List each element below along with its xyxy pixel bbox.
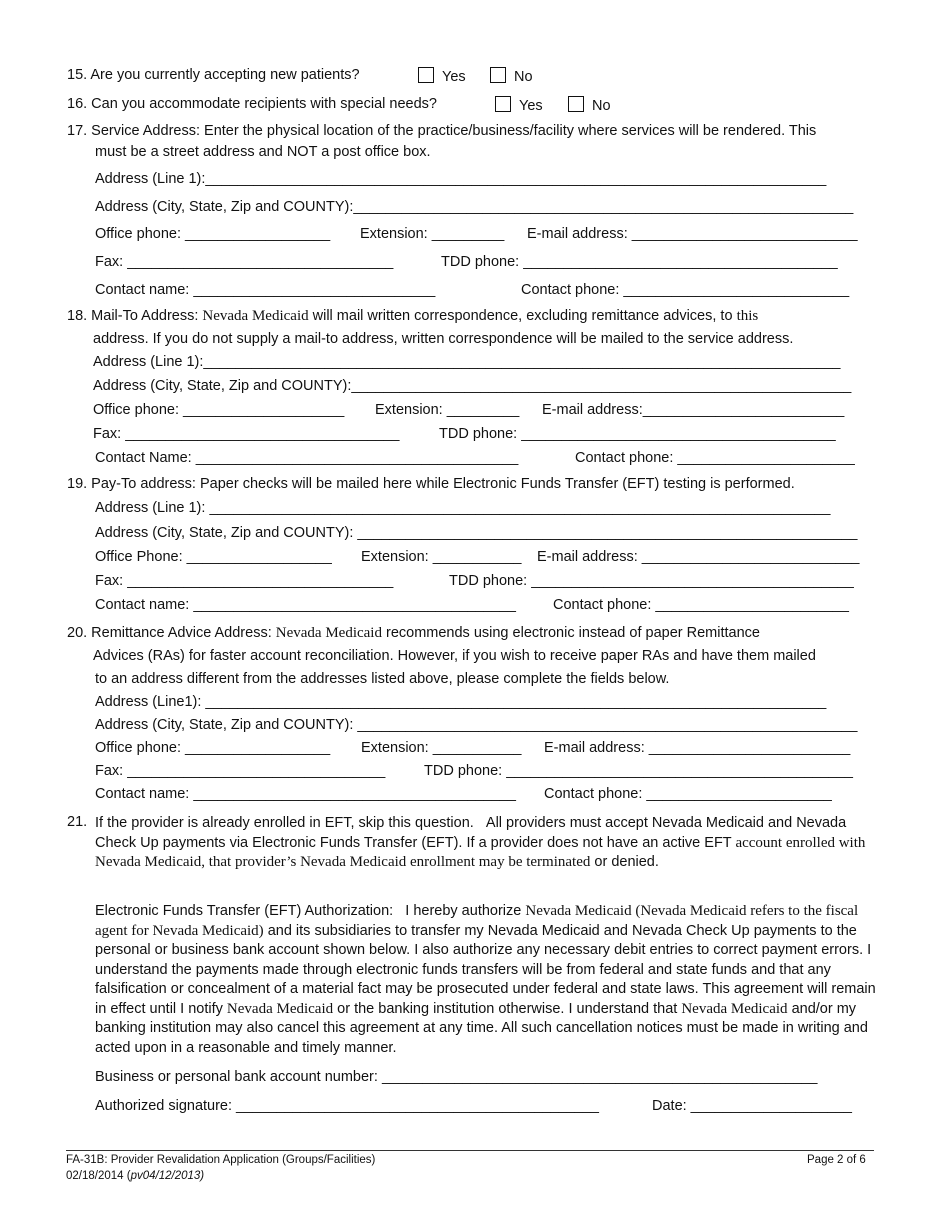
q21-p1c: or denied. [594,854,659,870]
q18-heading: 18. Mail-To Address: [67,308,199,324]
q20-heading-line [67,625,760,642]
q18-desc1: will mail written correspondence, excluding remittance advices, to [312,308,733,324]
footer-form-name: FA-31B: Provider Revalidation Application (Groups/Facilities) [66,1154,376,1166]
q21-auth2: Nevada Medicaid (Nevada Medicaid refers to the fiscal agent for Nevada Medicaid) [95,903,859,939]
q17-email-field[interactable]: E-mail address: ____________________________ [527,226,858,242]
q16-no-checkbox[interactable] [568,96,584,112]
signature-date-field[interactable]: Date: ____________________ [652,1098,852,1114]
q19-desc: Paper checks will be mailed here while Electronic Funds Transfer (EFT) testing is performed. [200,476,795,492]
q16-yes-checkbox[interactable] [495,96,511,112]
q20-extension-field[interactable]: Extension: ___________ [361,740,522,756]
q20-desc3: to an address different from the addresses listed above, please complete the fields below. [95,671,670,687]
q17-addr1-field[interactable]: Address (Line 1):_____________________________________________________________________________ [95,171,827,187]
q18-email-field[interactable]: E-mail address:_________________________ [542,402,845,418]
q19-heading-line [67,476,795,492]
q17-tdd-field[interactable]: TDD phone: _______________________________________ [441,254,838,270]
footer-date [66,1170,204,1182]
q15-yes-label: Yes [442,69,466,85]
q15-no-label: No [514,69,533,85]
q18-desc2: address. If you do not supply a mail-to address, written correspondence will be mailed to the service address. [93,331,794,347]
q19-email-field[interactable]: E-mail address: ___________________________ [537,549,860,565]
q20-email-field[interactable]: E-mail address: _________________________ [544,740,851,756]
q19-extension-field[interactable]: Extension: ___________ [361,549,522,565]
q18-contact-name-field[interactable]: Contact Name: ________________________________________ [95,450,519,466]
footer-page-number: Page 2 of 6 [807,1154,866,1166]
q16-yes-label: Yes [519,98,543,114]
q17-heading: 17. Service Address: [67,123,200,139]
footer-date-version: pv04/12/2013) [130,1170,205,1182]
q17-desc2: must be a street address and NOT a post office box. [95,144,431,160]
q17-desc1: Enter the physical location of the practice/business/facility where services will be rendered. This [204,123,817,139]
q16-no-label: No [592,98,611,114]
q20-heading: 20. Remittance Advice Address: [67,625,272,641]
q18-office-phone-field[interactable]: Office phone: ____________________ [93,402,345,418]
q21-auth4: Nevada Medicaid [226,1000,334,1017]
q20-desc-agency: Nevada Medicaid [275,625,382,641]
q16-label: 16. Can you accommodate recipients with special needs? [67,96,437,112]
q15-no-checkbox[interactable] [490,67,506,83]
q20-tdd-field[interactable]: TDD phone: ___________________________________________ [424,763,853,779]
q20-fax-field[interactable]: Fax: ________________________________ [95,763,386,779]
q21-auth6: Nevada Medicaid [681,1000,788,1017]
q21-number: 21. [67,814,88,830]
q21-lead: If the provider is already enrolled in EFT, skip this question. [95,815,474,831]
q18-tdd-field[interactable]: TDD phone: _______________________________________ [439,426,836,442]
q20-desc1: recommends using electronic instead of paper Remittance [386,625,760,641]
q19-contact-name-field[interactable]: Contact name: ________________________________________ [95,597,516,613]
footer-date-main: 02/18/2014 ( [66,1170,131,1182]
q17-extension-field[interactable]: Extension: _________ [360,226,505,242]
q18-contact-phone-field[interactable]: Contact phone: ______________________ [575,450,855,466]
q21-auth7: and/or my banking institution may also cancel this agreement at any time. All such cancellation notices must be made in writing and acted upon in a reasonable and timely manner. [95,1000,868,1056]
q15-label: 15. Are you currently accepting new patients? [67,67,360,83]
q17-addr2-field[interactable]: Address (City, State, Zip and COUNTY):______________________________________________________________ [95,199,854,215]
q17-heading-line [67,123,816,139]
q18-addr2-field[interactable]: Address (City, State, Zip and COUNTY):______________________________________________________________ [93,378,852,394]
q16-yes-option[interactable] [495,96,543,114]
q21-p1b: account enrolled with Nevada Medicaid, that provider’s Nevada Medicaid enrollment may be terminated [95,834,866,870]
q21-authorization [95,902,885,1058]
q17-contact-name-field[interactable]: Contact name: ______________________________ [95,282,436,298]
bank-account-field[interactable]: Business or personal bank account number: ______________________________________________________ [95,1069,818,1085]
q18-desc-this: this [736,308,759,324]
q19-contact-phone-field[interactable]: Contact phone: ________________________ [553,597,849,613]
q21-p1a: All providers must accept Nevada Medicaid and Nevada Check Up payments via Electronic Funds Transfer (EFT). If a provider does not have an active EFT [95,815,847,851]
q21-paragraph [95,814,885,873]
q18-desc-agency: Nevada Medicaid [202,308,309,324]
q19-tdd-field[interactable]: TDD phone: ________________________________________ [449,573,854,589]
q20-contact-name-field[interactable]: Contact name: ________________________________________ [95,786,516,802]
q19-addr2-field[interactable]: Address (City, State, Zip and COUNTY): ______________________________________________________________ [95,525,858,541]
q19-addr1-field[interactable]: Address (Line 1): _____________________________________________________________________________ [95,500,831,516]
q19-fax-field[interactable]: Fax: _________________________________ [95,573,394,589]
q16-no-option[interactable] [568,96,611,114]
q15-yes-option[interactable] [418,67,466,85]
q20-desc2: Advices (RAs) for faster account reconciliation. However, if you wish to receive paper RAs and have them mailed [93,648,816,664]
q19-office-phone-field[interactable]: Office Phone: __________________ [95,549,332,565]
q15-yes-checkbox[interactable] [418,67,434,83]
q20-addr1-field[interactable]: Address (Line1): _____________________________________________________________________________ [95,694,827,710]
q17-contact-phone-field[interactable]: Contact phone: ____________________________ [521,282,850,298]
q20-contact-phone-field[interactable]: Contact phone: _______________________ [544,786,832,802]
q21-auth-title: Electronic Funds Transfer (EFT) Authorization: [95,903,394,919]
q17-office-phone-field[interactable]: Office phone: __________________ [95,226,331,242]
q18-heading-line [67,308,758,325]
q18-fax-field[interactable]: Fax: __________________________________ [93,426,400,442]
q20-addr2-field[interactable]: Address (City, State, Zip and COUNTY): ______________________________________________________________ [95,717,858,733]
q15-no-option[interactable] [490,67,533,85]
authorized-signature-field[interactable]: Authorized signature: _____________________________________________ [95,1098,599,1114]
q21-auth5: or the banking institution otherwise. I understand that [337,1000,678,1017]
q21-auth3: and its subsidiaries to transfer my Nevada Medicaid and Nevada Check Up payments to the personal or business bank account shown below. I also authorize any necessary debit entries to correct payment errors. I understand the payments made through electronic funds transfers will be from federal and state funds and that any falsification or concealment of a material fact may be prosecuted under federal and state laws. This agreement will remain in effect until I notify [95,922,876,1017]
q18-extension-field[interactable]: Extension: _________ [375,402,520,418]
q20-office-phone-field[interactable]: Office phone: __________________ [95,740,331,756]
q21-auth1: I hereby authorize [405,903,522,919]
q17-fax-field[interactable]: Fax: _________________________________ [95,254,394,270]
q18-addr1-field[interactable]: Address (Line 1):_______________________________________________________________________________ [93,354,841,370]
q19-heading: 19. Pay-To address: [67,476,196,492]
footer-divider [66,1150,874,1151]
